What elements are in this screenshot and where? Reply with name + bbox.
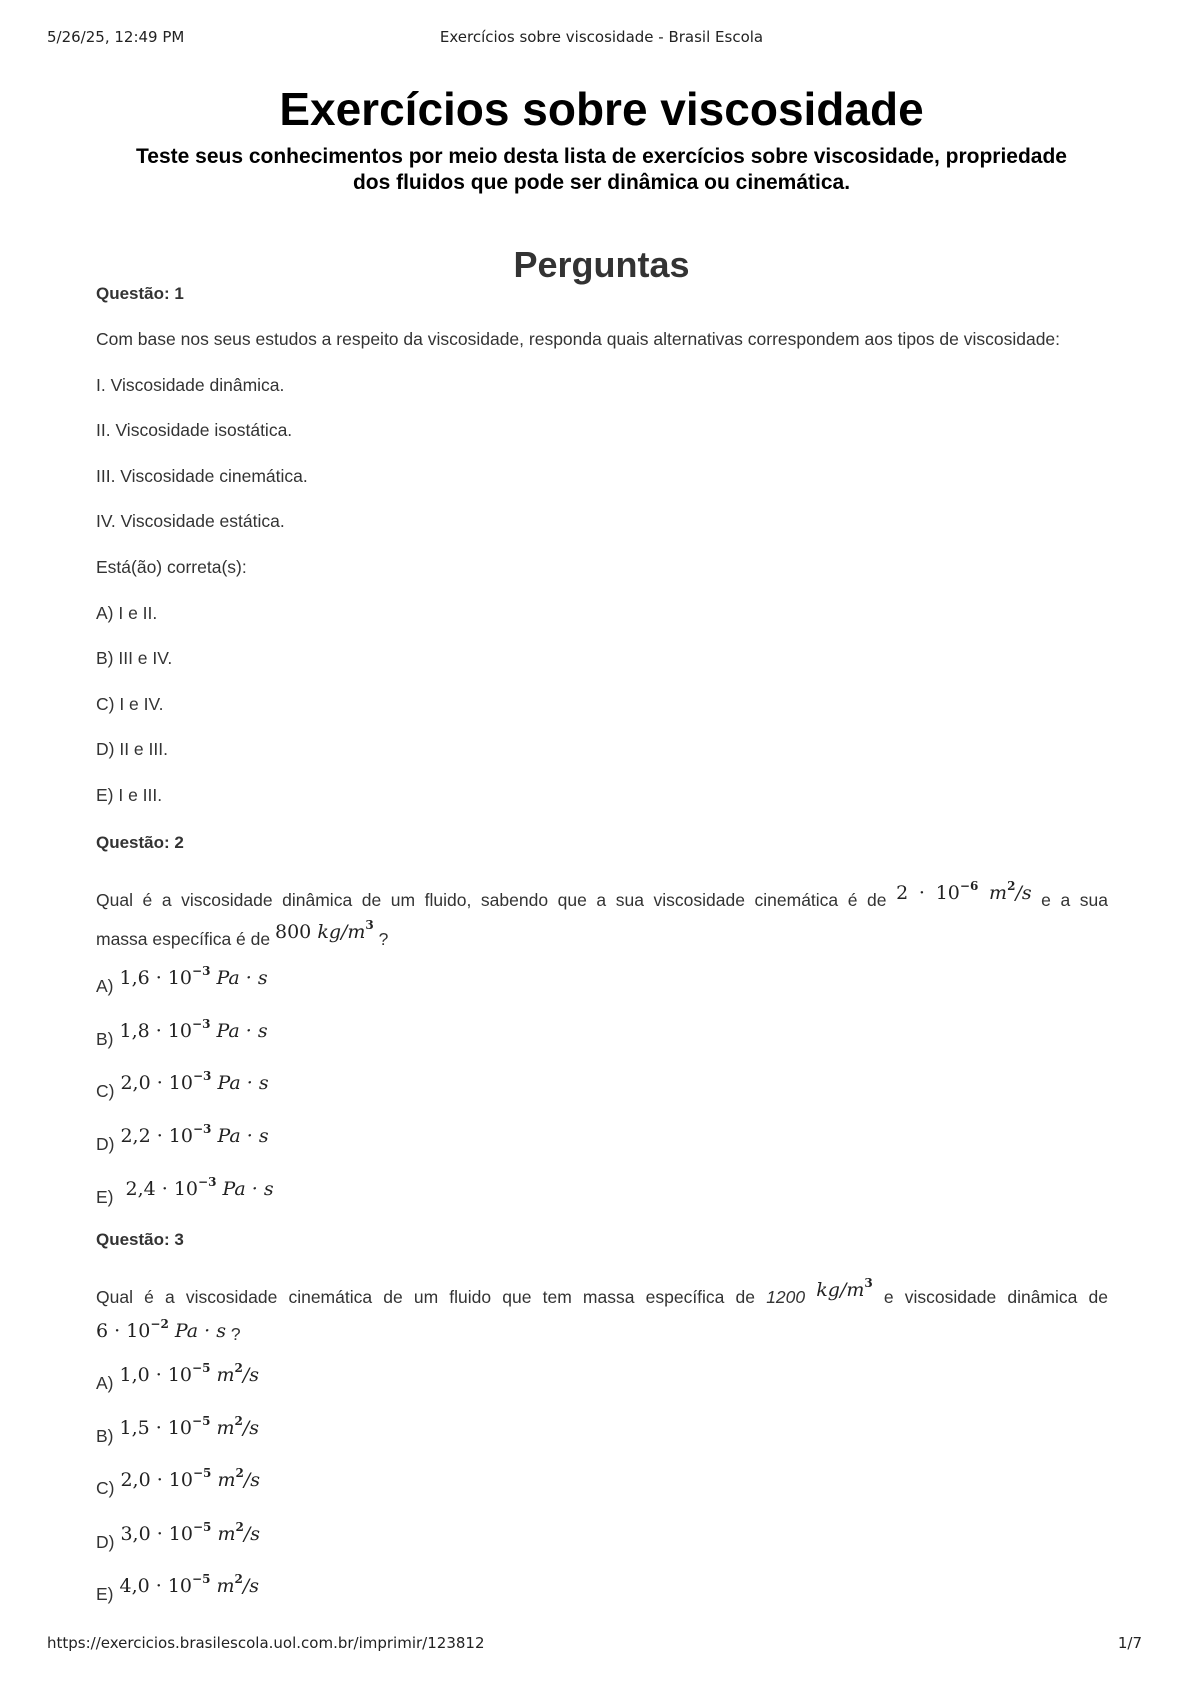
option-value [120,1520,260,1545]
question-2-option-e [96,1175,274,1207]
print-page-title: Exercícios sobre viscosidade - Brasil Escola [439,28,764,46]
option-value [119,1414,260,1439]
q2-math-a-tail: /s [1015,882,1032,904]
question-3-option-a [96,1361,260,1393]
question-2-option-c [96,1069,269,1101]
q3-math-b-exp: −2 [150,1317,169,1331]
q2-math-b-unit: kg/m [317,921,366,943]
option-value [120,1466,260,1491]
option-exp: −3 [192,964,211,978]
question-2-option-a [96,964,268,996]
option-unit-exp: 2 [235,1466,244,1480]
option-exp: −3 [198,1175,217,1189]
option-exp: −5 [192,1520,212,1534]
page-title: Exercícios sobre viscosidade [279,83,924,135]
option-mantissa: 1,0 · 10 [119,1364,193,1386]
option-exp: −3 [192,1017,211,1031]
q3-dynamic-viscosity [96,1317,226,1342]
option-exp: −3 [192,1069,212,1083]
subtitle-line-2: dos fluidos que pode ser dinâmica ou cinemática. [352,171,851,194]
q3-text-b: e viscosidade dinâmica de [883,1287,1108,1307]
question-1-option-e: E) I e III. [96,785,163,805]
question-3-label: Questão: 3 [96,1230,184,1249]
q2-math-a: 2 · 10 [896,882,960,904]
option-tail: /s [242,1364,260,1386]
question-2-label: Questão: 2 [96,833,184,852]
option-unit: Pa · s [217,1072,269,1094]
option-letter: B) [96,1426,114,1446]
option-mantissa: 1,5 · 10 [119,1417,193,1439]
option-letter: A) [96,976,114,996]
option-tail: /s [242,1575,260,1597]
q3-math-a-unit: kg/m [816,1279,865,1301]
q2-text-d: ? [378,929,389,949]
q3-specific-mass-unit [816,1276,873,1301]
question-2-prompt-line-2 [96,915,1108,956]
question-3-prompt-line-2 [96,1310,1108,1351]
q3-text-a: Qual é a viscosidade cinemática de um fluido que tem massa específica de [96,1287,756,1307]
print-datetime: 5/26/25, 12:49 PM [47,28,185,46]
option-unit: m [216,1575,235,1597]
question-1-option-b: B) III e IV. [96,648,173,668]
question-1-ask: Está(ão) correta(s): [96,557,247,577]
option-value [119,1017,268,1042]
question-3-option-d [96,1520,260,1552]
question-2-prompt-line-1 [96,876,1108,917]
option-letter: D) [96,1532,115,1552]
question-1-prompt: Com base nos seus estudos a respeito da viscosidade, responda quais alternativas correspondem aos tipos de viscosidade: [96,329,1061,349]
option-exp: −5 [192,1572,211,1586]
q2-math-a-unit-exp: 2 [1007,879,1016,893]
question-3-option-c [96,1466,260,1498]
option-unit-exp: 2 [234,1361,243,1375]
option-letter: A) [96,1373,114,1393]
question-3-option-b [96,1414,260,1446]
option-letter: D) [96,1134,115,1154]
q3-math-a-unit-exp: 3 [864,1276,873,1290]
q2-math-a-unit: m [989,882,1008,904]
question-2-option-d [96,1122,269,1154]
question-2-option-b [96,1017,268,1049]
option-value [119,964,268,989]
question-1-statement-3: III. Viscosidade cinemática. [96,466,308,486]
option-exp: −3 [192,1122,212,1136]
option-unit-exp: 2 [235,1520,244,1534]
option-unit: Pa · s [222,1178,274,1200]
option-tail: /s [243,1523,260,1545]
option-unit: m [216,1417,235,1439]
option-unit-exp: 2 [234,1414,243,1428]
option-mantissa: 2,0 · 10 [120,1072,193,1094]
q2-math-a-exp: −6 [959,879,979,893]
question-1-statement-4: IV. Viscosidade estática. [96,511,285,531]
option-letter: C) [96,1478,115,1498]
option-tail: /s [242,1417,260,1439]
q2-math-b-unit-exp: 3 [365,918,374,932]
question-1-option-d: D) II e III. [96,739,168,759]
option-exp: −5 [192,1414,211,1428]
option-mantissa: 2,2 · 10 [120,1125,193,1147]
option-mantissa: 1,6 · 10 [119,967,193,989]
option-letter: B) [96,1029,114,1049]
question-1-statement-2: II. Viscosidade isostática. [96,420,293,440]
option-unit: Pa · s [216,1020,268,1042]
option-unit: m [217,1469,236,1491]
question-1-label: Questão: 1 [96,284,184,303]
option-unit: Pa · s [217,1125,269,1147]
option-letter: C) [96,1081,115,1101]
q2-text-b: e a sua [1041,890,1108,910]
question-3-prompt-line-1 [96,1273,1108,1314]
option-mantissa: 3,0 · 10 [120,1523,193,1545]
option-value [125,1175,274,1200]
option-mantissa: 4,0 · 10 [119,1575,193,1597]
q3-text-c: ? [230,1324,241,1344]
q3-math-b-unit: Pa · s [174,1320,226,1342]
q2-math-b: 800 [275,921,312,943]
q3-math-b: 6 · 10 [96,1320,151,1342]
q2-text-c: massa específica é de [96,929,271,949]
question-3-option-e [96,1572,260,1604]
option-mantissa: 2,4 · 10 [125,1178,199,1200]
question-1-option-a: A) I e II. [96,603,158,623]
q2-specific-mass [275,918,374,943]
q3-italic-value: 1200 [766,1287,806,1307]
option-tail: /s [243,1469,260,1491]
option-unit: Pa · s [216,967,268,989]
q2-kinematic-viscosity [896,879,1032,904]
question-1-option-c: C) I e IV. [96,694,164,714]
option-mantissa: 2,0 · 10 [120,1469,193,1491]
option-value [120,1122,269,1147]
option-letter: E) [96,1187,114,1207]
question-1-statement-1: I. Viscosidade dinâmica. [96,375,285,395]
question-2-prompt [96,876,1108,956]
section-title-perguntas: Perguntas [513,244,690,285]
option-mantissa: 1,8 · 10 [119,1020,193,1042]
q2-text-a: Qual é a viscosidade dinâmica de um fluido, sabendo que a sua viscosidade cinemática é de [96,890,887,910]
option-unit-exp: 2 [234,1572,243,1586]
print-url: https://exercicios.brasilescola.uol.com.br/imprimir/123812 [47,1634,485,1652]
option-unit: m [217,1523,236,1545]
option-letter: E) [96,1584,114,1604]
option-value [119,1572,260,1597]
page-subtitle [96,144,1107,196]
option-value [120,1069,269,1094]
option-value [119,1361,260,1386]
option-exp: −5 [192,1361,211,1375]
option-exp: −5 [192,1466,212,1480]
print-page-number: 1/7 [1117,1634,1142,1652]
subtitle-line-1: Teste seus conhecimentos por meio desta lista de exercícios sobre viscosidade, propriedade [136,145,1067,168]
question-3-prompt [96,1273,1108,1351]
option-unit: m [216,1364,235,1386]
